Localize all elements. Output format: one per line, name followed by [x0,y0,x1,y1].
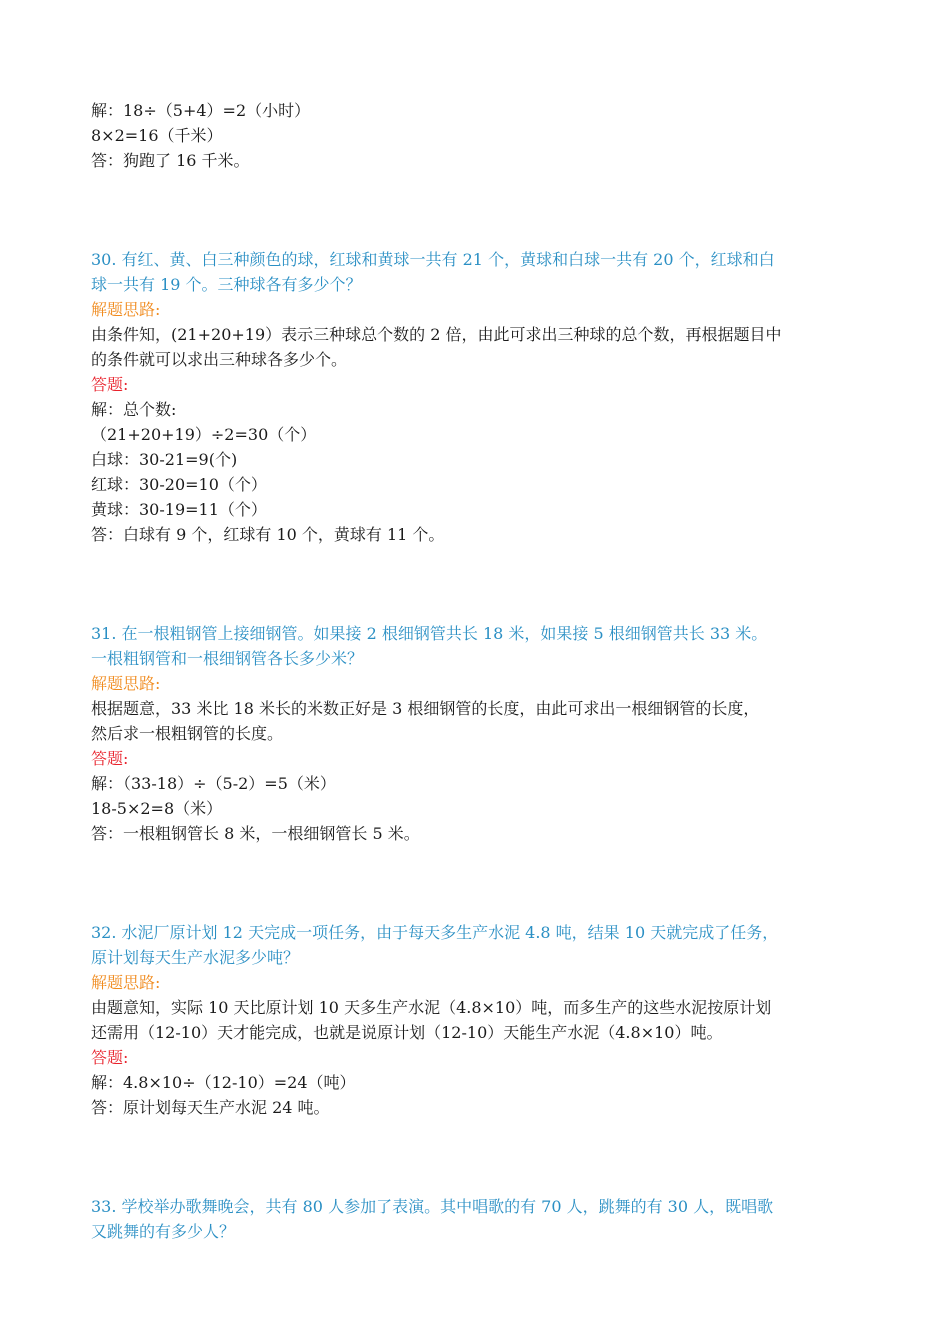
answer-label: 答题: [91,749,129,768]
answer-line: 黄球：30-19=11（个） [91,500,267,519]
answer-line: 答：狗跑了 16 千米。 [91,151,250,170]
problem-30 [91,247,871,547]
answer-line: 解：18÷（5+4）=2（小时） [91,101,311,120]
answer-line: 白球：30-21=9(个) [91,450,238,469]
spacer [91,547,871,621]
question-line: 一根粗钢管和一根细钢管各长多少米？ [91,649,364,668]
question-line: 原计划每天生产水泥多少吨？ [91,948,300,967]
problem-33 [91,1194,871,1244]
question-line: 又跳舞的有多少人？ [91,1222,236,1241]
answer-line: （21+20+19）÷2=30（个） [91,425,317,444]
answer-label: 答题: [91,1048,129,1067]
question-line: 31. 在一根粗钢管上接细钢管。如果接 2 根细钢管共长 18 米，如果接 5 根细钢管共长 33 米。 [91,624,768,643]
question-line: 32. 水泥厂原计划 12 天完成一项任务，由于每天多生产水泥 4.8 吨，结果 10 天就完成了任务， [91,923,779,942]
answer-line: 红球：30-20=10（个） [91,475,267,494]
answer-line: 答：白球有 9 个，红球有 10 个，黄球有 11 个。 [91,525,445,544]
answer-line: 解：（33-18）÷（5-2）=5（米） [91,774,336,793]
spacer [91,173,871,247]
answer-line: 8×2=16（千米） [91,126,223,145]
question-line: 球一共有 19 个。三种球各有多少个？ [91,275,362,294]
question-line: 30. 有红、黄、白三种颜色的球，红球和黄球一共有 21 个，黄球和白球一共有 20 个，红球和白 [91,250,775,269]
hint-line: 然后求一根粗钢管的长度。 [91,724,284,743]
problem-32 [91,920,871,1120]
spacer [91,846,871,920]
question-line: 33. 学校举办歌舞晚会，共有 80 人参加了表演。其中唱歌的有 70 人，跳舞的有 30 人，既唱歌 [91,1197,774,1216]
answer-line: 解：4.8×10÷（12-10）=24（吨） [91,1073,356,1092]
hint-line: 的条件就可以求出三种球各多少个。 [91,350,348,369]
answer-line: 18-5×2=8（米） [91,799,223,818]
hint-label: 解题思路: [91,973,161,992]
problem-31 [91,621,871,846]
answer-label: 答题: [91,375,129,394]
hint-line: 由题意知，实际 10 天比原计划 10 天多生产水泥（4.8×10）吨，而多生产的这些水泥按原计划 [91,998,772,1017]
intro-answer-block [91,98,871,173]
hint-label: 解题思路: [91,674,161,693]
answer-line: 答：一根粗钢管长 8 米，一根细钢管长 5 米。 [91,824,420,843]
hint-line: 由条件知，(21+20+19）表示三种球总个数的 2 倍，由此可求出三种球的总个数，再根据题目中 [91,325,782,344]
hint-label: 解题思路: [91,300,161,319]
answer-line: 答：原计划每天生产水泥 24 吨。 [91,1098,330,1117]
hint-line: 还需用（12-10）天才能完成，也就是说原计划（12-10）天能生产水泥（4.8×10）吨。 [91,1023,723,1042]
document-page [91,98,871,1244]
spacer [91,1120,871,1194]
answer-line: 解：总个数: [91,400,177,419]
hint-line: 根据题意，33 米比 18 米长的米数正好是 3 根细钢管的长度，由此可求出一根细钢管的长度， [91,699,760,718]
